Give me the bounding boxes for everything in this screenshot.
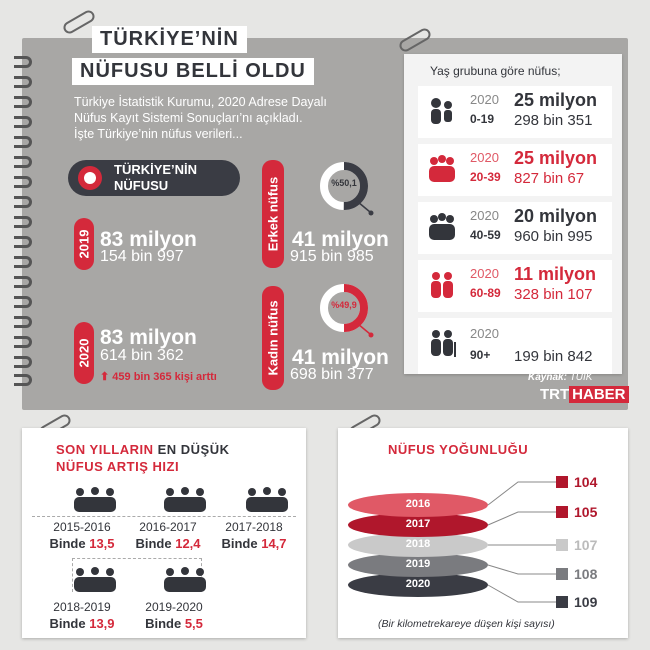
elderly-icon xyxy=(426,270,458,300)
year-tag-2019: 2019 xyxy=(74,218,94,270)
age-panel-title: Yaş grubuna göre nüfus; xyxy=(430,64,561,78)
title-line-1: TÜRKİYE’NİN xyxy=(92,26,247,53)
dot-icon xyxy=(78,166,102,190)
pop-2020-small: 614 bin 362 xyxy=(100,347,184,364)
people-group-icon xyxy=(158,566,212,594)
age-row-90-plus: 2020 90+ 199 bin 842 xyxy=(418,318,612,374)
population-pill: TÜRKİYE’NİN NÜFUSU xyxy=(68,160,240,196)
title-line-2: NÜFUSU BELLİ OLDU xyxy=(72,58,314,85)
pop-2019-big: 83 milyon xyxy=(100,228,197,251)
male-tag: Erkek nüfus xyxy=(262,160,284,268)
age-row-60-89: 2020 60-89 11 milyon 328 bin 107 xyxy=(418,260,612,312)
age-list xyxy=(418,86,612,394)
elderly-cane-icon xyxy=(426,328,458,358)
intro-text: Türkiye İstatistik Kurumu, 2020 Adrese Dayalı Nüfus Kayıt Sistemi Sonuçları’nı açıkladı. İşte Türkiye’nin nüfus verileri... xyxy=(74,95,327,141)
pop-2020-big: 83 milyon xyxy=(100,326,197,349)
pop-2019-small: 154 bin 997 xyxy=(100,248,184,265)
male-big: 41 milyon xyxy=(292,228,389,251)
age-row-40-59: 2020 40-59 20 milyon 960 bin 995 xyxy=(418,202,612,254)
density-note: (Bir kilometrekareye düşen kişi sayısı) xyxy=(378,618,555,630)
page-title xyxy=(72,22,334,90)
group-icon xyxy=(426,154,458,184)
female-tag: Kadın nüfus xyxy=(262,286,284,390)
growth-title-2: NÜFUS ARTIŞ HIZI xyxy=(56,459,180,474)
lowest-growth-card: SON YILLARIN EN DÜŞÜK NÜFUS ARTIŞ HIZI 2015-2016 Binde 13,5 2016-2017 Binde 12,4 2017-2018 Binde 14,7 2018-2019 Binde 13,9 2019-2020 Binde 5,5 xyxy=(22,428,306,638)
people-group-icon xyxy=(68,566,122,594)
trt-haber-logo: TRT HABER xyxy=(540,386,629,403)
growth-title-1: SON YILLARIN EN DÜŞÜK xyxy=(56,442,230,457)
increase-note: ⬆ 459 bin 365 kişi arttı xyxy=(100,371,217,383)
female-small: 698 bin 377 xyxy=(290,366,374,383)
female-percent-label: %49,9 xyxy=(331,300,357,310)
density-title: NÜFUS YOĞUNLUĞU xyxy=(388,442,529,457)
male-percent-donut xyxy=(318,160,378,220)
people-group-icon xyxy=(240,486,294,514)
female-percent-donut xyxy=(318,282,378,342)
source: Kaynak: TÜİK xyxy=(528,372,593,383)
children-icon xyxy=(426,96,458,126)
people-group-icon xyxy=(158,486,212,514)
group-icon xyxy=(426,212,458,242)
male-small: 915 bin 985 xyxy=(290,248,374,265)
density-card: NÜFUS YOĞUNLUĞU 2016 2017 2018 2019 2020 104 105 107 108 109 (Bir kilometrekareye düşen kişi sayısı) xyxy=(338,428,628,638)
year-tag-2020: 2020 xyxy=(74,322,94,384)
male-percent-label: %50,1 xyxy=(331,178,357,188)
arrow-up-icon: ⬆ xyxy=(100,371,110,383)
female-big: 41 milyon xyxy=(292,346,389,369)
age-row-20-39: 2020 20-39 25 milyon 827 bin 67 xyxy=(418,144,612,196)
people-group-icon xyxy=(68,486,122,514)
age-row-0-19: 2020 0-19 25 milyon 298 bin 351 xyxy=(418,86,612,138)
spiral-binding xyxy=(8,56,38,386)
